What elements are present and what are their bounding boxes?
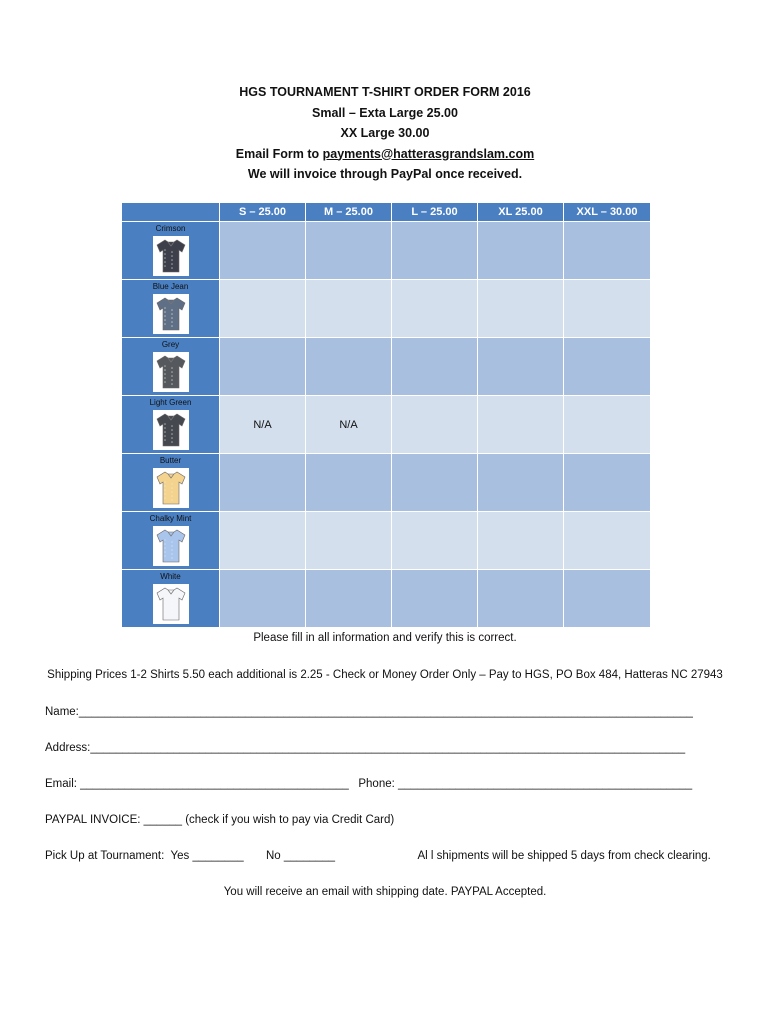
- paypal-invoice-note: We will invoice through PayPal once received.: [247, 167, 523, 181]
- size-quantity-cell[interactable]: [220, 222, 306, 280]
- table-row: [122, 396, 651, 454]
- shirt-color-label: Crimson: [155, 224, 186, 233]
- email-prefix: Email Form to: [235, 146, 323, 161]
- address-field[interactable]: Address:_____________________________________________________________________________________________: [45, 742, 686, 754]
- shirt-image: [153, 236, 189, 276]
- email-phone-field[interactable]: Email: __________________________________________ Phone: ______________________________________________: [45, 778, 693, 790]
- order-table: [121, 202, 651, 628]
- size-xl-header: XL 25.00: [478, 203, 564, 222]
- table-row: [122, 512, 651, 570]
- table-row: [122, 454, 651, 512]
- size-quantity-cell[interactable]: [220, 512, 306, 570]
- shirt-color-cell: [122, 512, 220, 570]
- shirt-image: [153, 294, 189, 334]
- size-quantity-cell[interactable]: [306, 222, 392, 280]
- shirt-icon: [155, 412, 187, 448]
- size-quantity-cell[interactable]: N/A: [306, 396, 392, 454]
- shirt-icon: [155, 470, 187, 506]
- size-quantity-cell[interactable]: [564, 338, 651, 396]
- size-quantity-cell[interactable]: [478, 280, 564, 338]
- size-quantity-cell[interactable]: [392, 338, 478, 396]
- size-quantity-cell[interactable]: [478, 222, 564, 280]
- paypal-invoice-field[interactable]: PAYPAL INVOICE: ______ (check if you wish to pay via Credit Card): [45, 814, 395, 826]
- shirt-image: [153, 468, 189, 508]
- size-quantity-cell[interactable]: [564, 454, 651, 512]
- shirt-color-cell: [122, 570, 220, 628]
- size-quantity-cell[interactable]: [392, 396, 478, 454]
- size-header-row: [122, 203, 651, 222]
- size-s-header: S – 25.00: [220, 203, 306, 222]
- price-small-to-large: Small – Exta Large 25.00: [312, 105, 458, 120]
- size-quantity-cell[interactable]: [306, 512, 392, 570]
- shirt-icon: [155, 528, 187, 564]
- size-quantity-cell[interactable]: [478, 512, 564, 570]
- size-quantity-cell[interactable]: [392, 280, 478, 338]
- footer-note: You will receive an email with shipping date. PAYPAL Accepted.: [223, 886, 547, 898]
- form-title: HGS TOURNAMENT T-SHIRT ORDER FORM 2016: [239, 85, 531, 99]
- size-quantity-cell[interactable]: [392, 222, 478, 280]
- table-row: [122, 570, 651, 628]
- table-row: [122, 222, 651, 280]
- shirt-color-cell: [122, 396, 220, 454]
- size-quantity-cell[interactable]: [564, 512, 651, 570]
- size-quantity-cell[interactable]: [306, 454, 392, 512]
- size-quantity-cell[interactable]: [220, 454, 306, 512]
- shirt-color-label: White: [160, 572, 181, 581]
- size-quantity-cell[interactable]: [564, 396, 651, 454]
- size-quantity-cell[interactable]: [564, 570, 651, 628]
- table-row: [122, 280, 651, 338]
- shirt-color-label: Light Green: [149, 398, 192, 407]
- size-xxl-header: XXL – 30.00: [564, 203, 651, 222]
- size-quantity-cell[interactable]: [220, 570, 306, 628]
- shirt-image: [153, 410, 189, 450]
- size-quantity-cell[interactable]: [306, 338, 392, 396]
- shirt-color-label: Grey: [161, 340, 180, 349]
- shirt-icon: [155, 238, 187, 274]
- price-xx-large: XX Large 30.00: [340, 126, 430, 140]
- size-quantity-cell[interactable]: [392, 512, 478, 570]
- size-quantity-cell[interactable]: [392, 454, 478, 512]
- fill-in-note: Please fill in all information and verify this is correct.: [253, 632, 517, 644]
- size-quantity-cell[interactable]: [220, 280, 306, 338]
- size-quantity-cell[interactable]: [220, 338, 306, 396]
- color-column-header: [122, 203, 220, 222]
- pickup-field[interactable]: Pick Up at Tournament: Yes ________ No ________ Al l shipments will be shipped 5 days from check clearing.: [45, 850, 711, 862]
- size-quantity-cell[interactable]: [478, 396, 564, 454]
- shirt-icon: [155, 354, 187, 390]
- email-instruction: [0, 144, 770, 165]
- size-quantity-cell[interactable]: [478, 338, 564, 396]
- shirt-color-cell: [122, 454, 220, 512]
- form-header: [0, 82, 770, 185]
- size-quantity-cell[interactable]: [306, 280, 392, 338]
- shirt-color-cell: [122, 338, 220, 396]
- shirt-color-cell: [122, 280, 220, 338]
- size-quantity-cell[interactable]: N/A: [220, 396, 306, 454]
- size-quantity-cell[interactable]: [564, 280, 651, 338]
- shirt-image: [153, 526, 189, 566]
- shirt-color-cell: [122, 222, 220, 280]
- shirt-icon: [155, 296, 187, 332]
- shirt-image: [153, 584, 189, 624]
- shirt-color-label: Chalky Mint: [149, 514, 192, 523]
- size-m-header: M – 25.00: [306, 203, 392, 222]
- size-quantity-cell[interactable]: [306, 570, 392, 628]
- shipping-info: Shipping Prices 1-2 Shirts 5.50 each additional is 2.25 - Check or Money Order Only – Pay to HGS, PO Box 484, Hatteras NC 27943: [47, 669, 723, 681]
- size-quantity-cell[interactable]: [478, 454, 564, 512]
- size-quantity-cell[interactable]: [392, 570, 478, 628]
- table-row: [122, 338, 651, 396]
- email-link[interactable]: payments@hatterasgrandslam.com: [322, 146, 535, 161]
- size-quantity-cell[interactable]: [564, 222, 651, 280]
- shirt-icon: [155, 586, 187, 622]
- shirt-image: [153, 352, 189, 392]
- shirt-color-label: Butter: [159, 456, 182, 465]
- size-l-header: L – 25.00: [392, 203, 478, 222]
- name-field[interactable]: Name:________________________________________________________________________________________________: [45, 706, 693, 718]
- size-quantity-cell[interactable]: [478, 570, 564, 628]
- shirt-color-label: Blue Jean: [152, 282, 189, 291]
